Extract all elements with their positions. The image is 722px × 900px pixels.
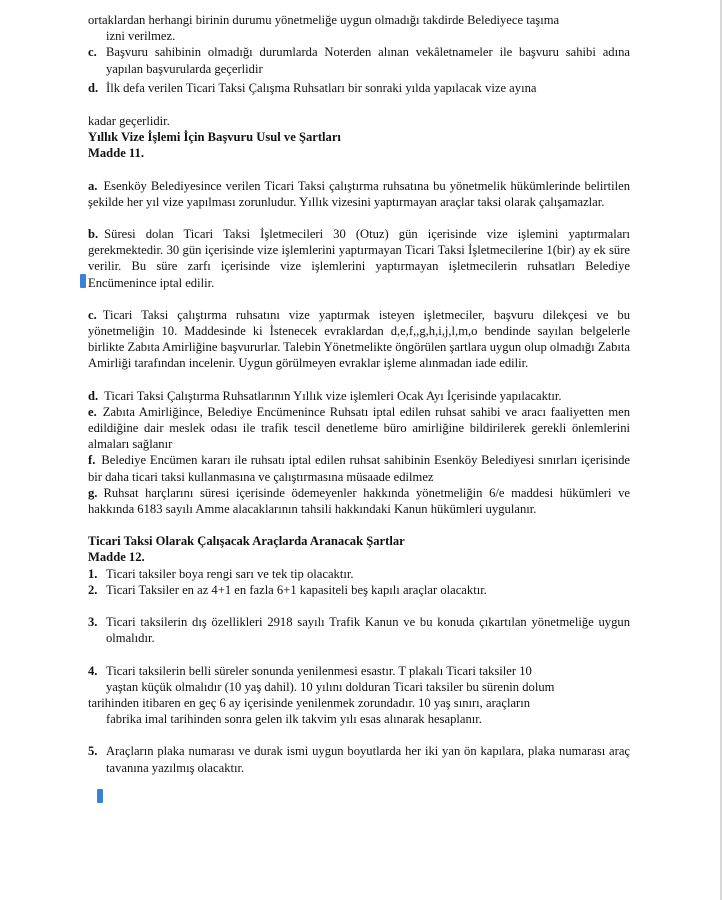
list-item [88, 178, 630, 210]
list-item [88, 582, 630, 598]
text-cursor-marker [97, 789, 103, 803]
section-heading: Yıllık Vize İşlemi İçin Başvuru Usul ve Şartları [88, 130, 341, 145]
paragraph-line: yaştan küçük olmalıdır (10 yaş dahil). 10 yılını dolduran Ticari taksiler bu sürenin dolum [106, 679, 555, 694]
list-item-text: Belediye Encümen kararı ile ruhsatı iptal edilen ruhsat sahibinin Esenköy Belediyesi sınırları içerisinde bir daha ticari taksi kullanmasına ve çalıştırmasına müsaade edilmez [88, 453, 630, 484]
list-marker: d. [88, 80, 99, 95]
section-heading: Ticari Taksi Olarak Çalışacak Araçlarda Aranacak Şartlar [88, 534, 405, 549]
paragraph: kadar geçerlidir. [88, 114, 170, 129]
list-item [88, 566, 630, 582]
list-item-text: Süresi dolan Ticari Taksi İşletmecileri 30 (Otuz) gün içerisinde vize işlemini yaptırmaları gerekmektedir. 30 gün içerisinde vize işlemlerini yaptırmayan Ticari Taksi İşletmecilerine 1(bir) ay ek süre verilir. Bu süre zarfı içerisinde vize işlemlerini yaptırmayan işletmecilerin ruhsatları Belediye Encümenince iptal edilir. [88, 227, 630, 290]
list-item [88, 663, 630, 679]
list-item [88, 307, 630, 372]
list-item-text: Ticari taksilerin dış özellikleri 2918 sayılı Trafik Kanun ve bu konuda çıkartılan yönetmeliğe uygun olmalıdır. [106, 615, 630, 646]
list-item-text: Ticari taksiler boya rengi sarı ve tek tip olacaktır. [106, 566, 354, 581]
list-item-text: İlk defa verilen Ticari Taksi Çalışma Ruhsatları bir sonraki yılda yapılacak vize ayına [106, 80, 537, 95]
paragraph: ortaklardan herhangi birinin durumu yönetmeliğe uygun olmadığı takdirde Belediyece taşıma [88, 13, 560, 27]
list-item-text: Zabıta Amirliğince, Belediye Encümenince Ruhsatı iptal edilen ruhsat sahibi ve aracı faaliyetten men edildiğine dair meslek odası ile trafik tescil denetleme büro amirliğine bildirilerek gerekli önlemlerini almaları sağlanır [88, 404, 630, 452]
list-item-text: Başvuru sahibinin olmadığı durumlarda Noterden alınan vekâletnameler ile başvuru sahibi adına yapılan başvurularda geçerlidir [106, 45, 630, 76]
list-marker: 3. [88, 615, 98, 630]
list-item [88, 388, 630, 404]
list-item-text: Ruhsat harçlarını süresi içerisinde ödemeyenler hakkında yönetmeliğin 6/e maddesi hükümleri ve hakkında 6183 sayılı Amme alacaklarının tahsili hakkındaki Kanun hükümleri uygulanır. [88, 485, 630, 517]
list-item-text: Ticari Taksiler en az 4+1 en fazla 6+1 kapasiteli beş kapılı araçlar olacaktır. [106, 582, 487, 597]
list-item [88, 44, 630, 76]
list-marker: 1. [88, 566, 98, 581]
list-marker: g. [88, 485, 98, 500]
list-marker: c. [88, 45, 97, 60]
list-item-text: Ticari Taksi çalıştırma ruhsatını vize yaptırmak isteyen işletmeciler, başvuru dilekçesi ve bu yönetmeliğin 10. Maddesinde ki İstenecek evraklardan d,e,f,,g,h,i,j,l,m,o bendinde sayılan belgelerle birlikte Zabıta Amirliğine başvururlar. Talebin Yönetmelikte öngörülen şartlara uygun olup olmadığı Zabıta Amirliği tarafından incelenir. Uygun görülmeyen evraklar işleme alınmadan iade edilir. [88, 307, 630, 371]
list-item-text: Esenköy Belediyesince verilen Ticari Taksi çalıştırma ruhsatına bu yönetmelik hükümlerinde belirtilen şekilde her yıl vize yapılması zorunludur. Yıllık vizesini yaptırmayan araçlar taksi olarak çalışamazlar. [88, 178, 630, 209]
list-marker: b. [88, 227, 99, 242]
list-item [88, 80, 630, 96]
list-item [88, 404, 630, 453]
list-item-text: Ticari taksilerin belli süreler sonunda yenilenmesi esastır. T plakalı Ticari taksiler 10 [106, 663, 532, 678]
list-marker: 5. [88, 744, 98, 759]
list-item [88, 743, 630, 775]
list-item [88, 485, 630, 517]
document-body [88, 12, 630, 776]
article-heading: Madde 11. [88, 146, 144, 161]
paragraph-line: fabrika imal tarihinden sonra gelen ilk takvim yılı esas alınarak hesaplanır. [106, 712, 482, 727]
list-item [88, 452, 630, 484]
list-marker: d. [88, 388, 99, 403]
list-marker: e. [88, 404, 97, 419]
paragraph-line: tarihinden itibaren en geç 6 ay içerisinde yenilenmek zorundadır. 10 yaş sınırı, araçların [88, 695, 531, 710]
list-marker: 4. [88, 663, 98, 678]
list-item-text: Araçların plaka numarası ve durak ismi uygun boyutlarda her iki yan ön kapılara, plaka numarası araç tavanına yazılmış olacaktır. [106, 744, 630, 775]
list-item [88, 614, 630, 646]
list-item [88, 226, 630, 291]
list-marker: f. [88, 453, 96, 468]
text-cursor-marker [80, 274, 86, 288]
paragraph: izni verilmez. [106, 29, 176, 44]
list-item-text: Ticari Taksi Çalıştırma Ruhsatlarının Yıllık vize işlemleri Ocak Ayı İçerisinde yapılacaktır. [104, 388, 562, 403]
list-marker: a. [88, 178, 98, 193]
list-marker: 2. [88, 582, 98, 597]
list-marker: c. [88, 307, 97, 322]
article-heading: Madde 12. [88, 550, 145, 565]
